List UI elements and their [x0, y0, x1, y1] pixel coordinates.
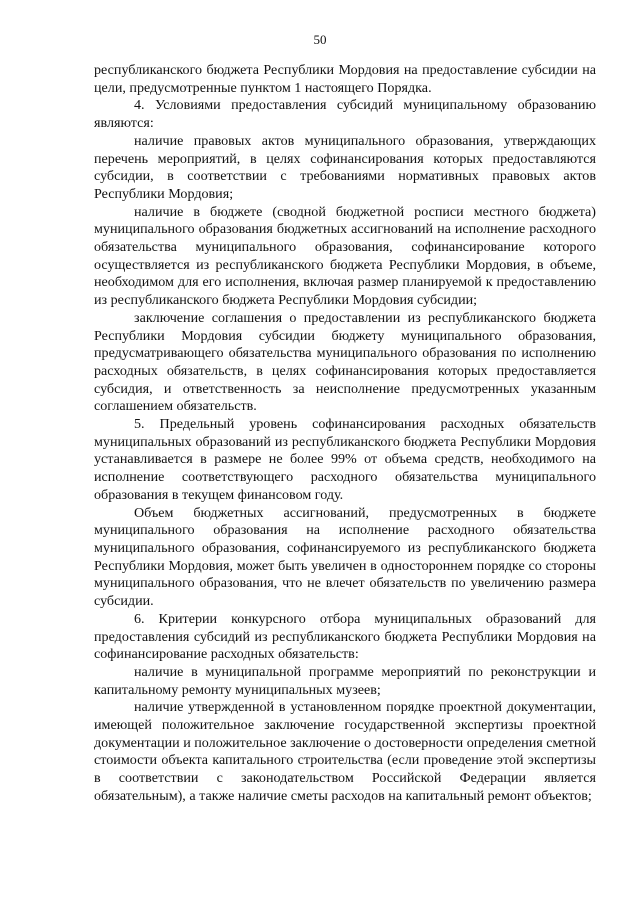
paragraph-agreement: заключение соглашения о предоставлении из республиканского бюджета Республики Мордовия субсидии бюджету муниципального образования, предусматривающего обязательства муниципального образования по исполнению расходных обязательств, в целях софинансирования которых предоставляется субсидия, и ответственность за неисполнение предусмотренных указанным соглашением обязательств. [94, 309, 596, 415]
body-text [94, 62, 596, 806]
paragraph-project-documentation: наличие утвержденной в установленном порядке проектной документации, имеющей положительное заключение государственной экспертизы проектной документации и положительное заключение о достоверности определения сметной стоимости объекта капитального строительства (если проведение этой экспертизы в соответствии с законодательством Российской Федерации является обязательным), а также наличие сметы расходов на капитальный ремонт объектов; [94, 699, 596, 804]
paragraph-item-4-heading: 4. Условиями предоставления субсидий муниципальному образованию являются: [94, 97, 596, 132]
paragraph-continuation: республиканского бюджета Республики Мордовия на предоставление субсидии на цели, предусмотренные пунктом 1 настоящего Порядка. [94, 62, 596, 96]
page-number: 50 [313, 32, 327, 47]
paragraph-museum-program: наличие в муниципальной программе мероприятий по реконструкции и капитальному ремонту муниципальных музеев; [94, 663, 596, 698]
paragraph-legal-acts: наличие правовых актов муниципального образования, утверждающих перечень мероприятий, в целях софинансирования которых предоставляются субсидии, в соответствии с требованиями нормативных правовых актов Республики Мордовия; [94, 132, 596, 202]
paragraph-allocation-volume: Объем бюджетных ассигнований, предусмотренных в бюджете муниципального образования на исполнение расходного обязательства муниципального образования, софинансируемого из республиканского бюджета Республики Мордовия, может быть увеличен в одностороннем порядке со стороны муниципального образования, что не влечет обязательств по увеличению размера субсидии. [94, 504, 596, 610]
paragraph-item-6-heading: 6. Критерии конкурсного отбора муниципальных образований для предоставления субсидий из республиканского бюджета Республики Мордовия на софинансирование расходных обязательств: [94, 610, 596, 663]
paragraph-budget-allocations: наличие в бюджете (сводной бюджетной росписи местного бюджета) муниципального образования бюджетных ассигнований на исполнение расходного обязательства муниципального образования, софинансирование которого осуществляется из республиканского бюджета Республики Мордовия, в объеме, необходимом для его исполнения, включая размер планируемой к предоставлению из республиканского бюджета Республики Мордовия субсидии; [94, 203, 596, 309]
paragraph-item-5: 5. Предельный уровень софинансирования расходных обязательств муниципальных образований из республиканского бюджета Республики Мордовия устанавливается в размере не более 99% от объема средств, необходимого на исполнение соответствующего расходного обязательства муниципального образования в текущем финансовом году. [94, 416, 596, 503]
